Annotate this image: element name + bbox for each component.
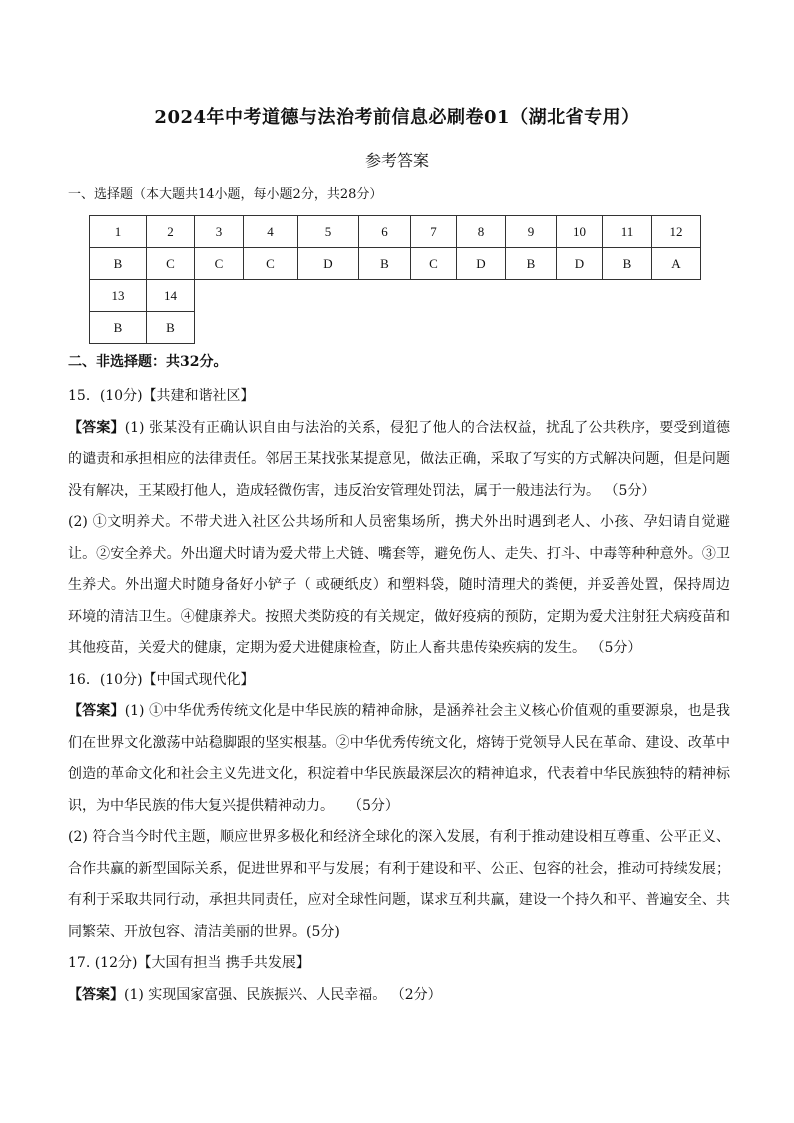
table-cell: 11: [603, 216, 652, 248]
question-16-header: 16．(10分)【中国式现代化】: [68, 671, 255, 688]
question-17-part-1: [68, 980, 730, 1012]
table-row-answers-1: [90, 248, 701, 280]
page-title: 2024年中考道德与法治考前信息必刷卷01（湖北省专用）: [154, 107, 640, 128]
table-row-numbers-1: [90, 216, 701, 248]
table-cell: 1: [90, 216, 147, 248]
table-cell: 7: [411, 216, 457, 248]
table-cell: B: [90, 248, 147, 280]
answer-label: 【答案】: [68, 986, 124, 1003]
question-15-part-1: [68, 413, 730, 508]
answer-label: 【答案】: [68, 419, 125, 436]
table-cell: B: [359, 248, 411, 280]
question-16-part-1: [68, 696, 730, 822]
table-cell: B: [603, 248, 652, 280]
table-cell: 9: [506, 216, 557, 248]
table-cell: 8: [457, 216, 506, 248]
section-2-heading: 二、非选择题：共32分。: [68, 354, 228, 370]
answer-label: 【答案】: [68, 703, 125, 719]
table-cell: 3: [195, 216, 244, 248]
page-subtitle: 参考答案: [364, 151, 429, 170]
table-cell: D: [457, 248, 506, 280]
answer-text: (1) 实现国家富强、民族振兴、人民幸福。 （2分）: [124, 986, 442, 1003]
question-15-header: 15．(10分)【共建和谐社区】: [68, 388, 255, 404]
table-cell: C: [244, 248, 298, 280]
table-cell: D: [298, 248, 359, 280]
table-cell: B: [147, 312, 195, 344]
answer-text: (1) 张某没有正确认识自由与法治的关系，侵犯了他人的合法权益，扰乱了公共秩序，要受到道德的谴责和承担相应的法律责任。邻居王某找张某提意见，做法正确，采取了写实的方式解决问题，但是问题没有解决，王某殴打他人，造成轻微伤害，违反治安管理处罚法，属于一般违法行为。 （5分）: [68, 419, 730, 499]
table-cell: B: [90, 312, 147, 344]
answer-table: [89, 215, 701, 344]
table-cell: 12: [652, 216, 701, 248]
table-cell: 2: [147, 216, 195, 248]
table-cell: C: [411, 248, 457, 280]
answer-body: [68, 381, 730, 1011]
table-cell: 6: [359, 216, 411, 248]
table-cell: A: [652, 248, 701, 280]
table-empty-area: [195, 312, 701, 344]
table-cell: C: [195, 248, 244, 280]
table-cell: C: [147, 248, 195, 280]
table-cell: 4: [244, 216, 298, 248]
table-cell: 5: [298, 216, 359, 248]
table-row-numbers-2: [90, 280, 701, 312]
table-cell: 10: [557, 216, 603, 248]
table-row-answers-2: [90, 312, 701, 344]
table-cell: D: [557, 248, 603, 280]
table-cell: 14: [147, 280, 195, 312]
table-empty-area: [195, 280, 701, 312]
answer-text: (1) ①中华优秀传统文化是中华民族的精神命脉，是涵养社会主义核心价值观的重要源泉，也是我们在世界文化激荡中站稳脚跟的坚实根基。②中华优秀传统文化，熔铸于党领导人民在革命、建设、改革中创造的革命文化和社会主义先进文化，积淀着中华民族最深层次的精神追求，代表着中华民族独特的精神标识，为中华民族的伟大复兴提供精神动力。 （5分）: [68, 703, 730, 814]
table-cell: B: [506, 248, 557, 280]
question-15-part-2: (2) ①文明养犬。不带犬进入社区公共场所和人员密集场所，携犬外出时遇到老人、小孩、孕妇请自觉避让。②安全养犬。外出遛犬时请为爱犬带上犬链、嘴套等，避免伤人、走失、打斗、中毒等种种意外。③卫生养犬。外出遛犬时随身备好小铲子（ 或硬纸皮）和塑料袋，随时清理犬的粪便，并妥善处置，保持周边环境的清洁卫生。④健康养犬。按照犬类防疫的有关规定，做好疫病的预防，定期为爱犬注射狂犬病疫苗和其他疫苗，关爱犬的健康，定期为爱犬进健康检查，防止人畜共患传染疾病的发生。 （5分）: [68, 514, 730, 656]
section-1-heading: 一、选择题（本大题共14小题，每小题2分，共28分）: [68, 187, 383, 202]
question-17-header: 17. (12分)【大国有担当 携手共发展】: [68, 955, 310, 971]
question-16-part-2: (2) 符合当今时代主题，顺应世界多极化和经济全球化的深入发展，有利于推动建设相互尊重、公平正义、合作共赢的新型国际关系，促进世界和平与发展；有利于建设和平、公正、包容的社会，推动可持续发展；有利于采取共同行动，承担共同责任，应对全球性问题，谋求互利共赢，建设一个持久和平、普遍安全、共同繁荣、开放包容、清洁美丽的世界。(5分): [68, 829, 730, 940]
table-cell: 13: [90, 280, 147, 312]
